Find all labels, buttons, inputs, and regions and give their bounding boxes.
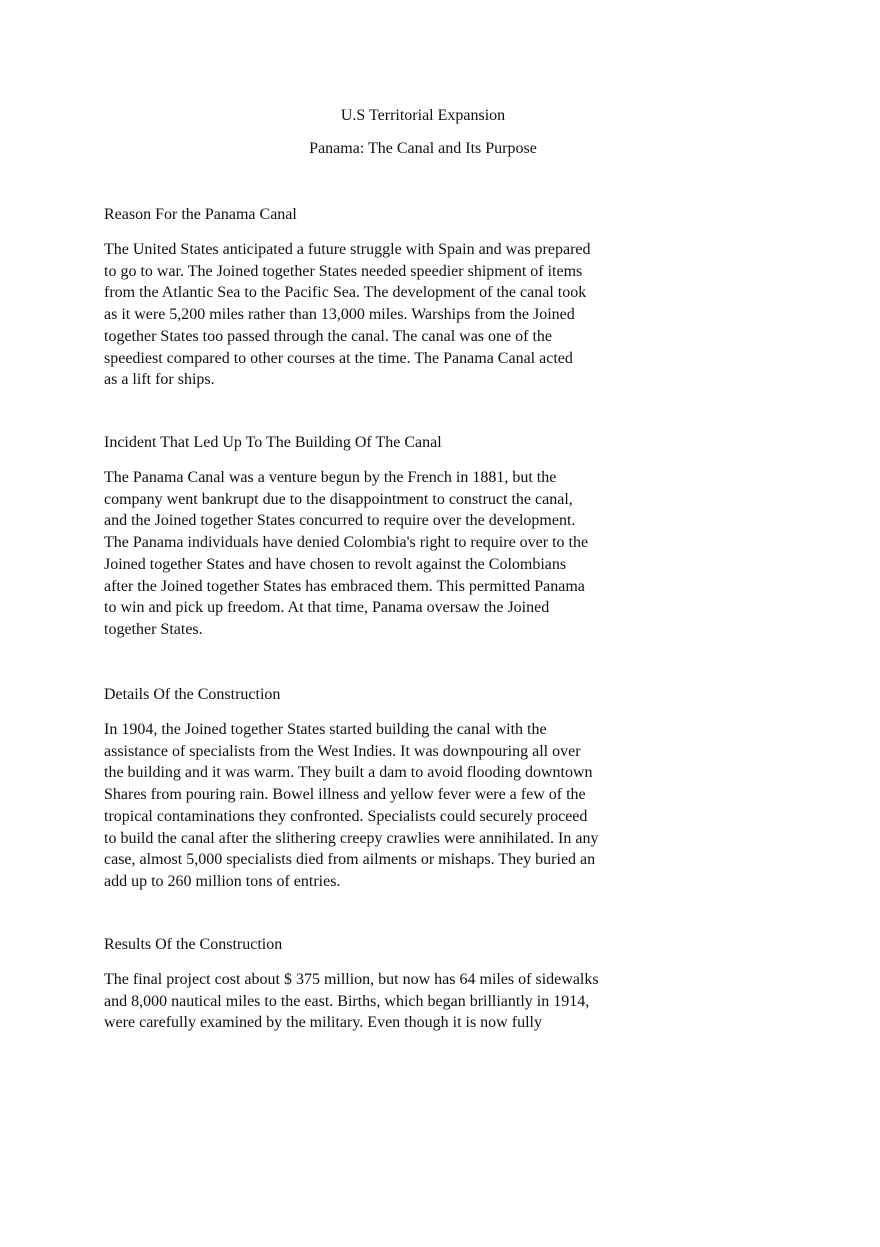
section-construction-details <box>104 685 664 893</box>
paragraph-line: The final project cost about $ 375 million, but now has 64 miles of sidewalks <box>104 971 599 988</box>
paragraph-line: In 1904, the Joined together States started building the canal with the <box>104 721 547 738</box>
paragraph-line: Joined together States and have chosen to revolt against the Colombians <box>104 555 567 573</box>
paragraph-line: speediest compared to other courses at the time. The Panama Canal acted <box>104 349 573 367</box>
section-heading: Reason For the Panama Canal <box>104 206 297 223</box>
document-subtitle: Panama: The Canal and Its Purpose <box>309 140 537 157</box>
paragraph-line: to go to war. The Joined together States needed speedier shipment of items <box>104 262 583 280</box>
section-paragraph <box>104 969 664 1034</box>
paragraph-line: Shares from pouring rain. Bowel illness and yellow fever were a few of the <box>104 786 586 804</box>
section-construction-results <box>104 935 664 1034</box>
section-reason <box>104 205 664 391</box>
section-heading: Results Of the Construction <box>104 936 283 953</box>
paragraph-line: tropical contaminations they confronted. Specialists could securely proceed <box>104 807 588 825</box>
paragraph-line: The Panama individuals have denied Colombia's right to require over to the <box>104 534 589 552</box>
paragraph-line: to build the canal after the slithering creepy crawlies were annihilated. In any <box>104 829 599 847</box>
paragraph-line: the building and it was warm. They built a dam to avoid flooding downtown <box>104 764 593 782</box>
paragraph-line: case, almost 5,000 specialists died from ailments or mishaps. They buried an <box>104 851 596 869</box>
paragraph-line: to win and pick up freedom. At that time, Panama oversaw the Joined <box>104 599 550 617</box>
paragraph-line: The United States anticipated a future struggle with Spain and was prepared <box>104 241 591 258</box>
paragraph-line: from the Atlantic Sea to the Pacific Sea. The development of the canal took <box>104 284 587 302</box>
paragraph-line: and 8,000 nautical miles to the east. Births, which began brilliantly in 1914, <box>104 992 590 1010</box>
paragraph-line: as a lift for ships. <box>104 371 215 389</box>
section-paragraph <box>104 719 664 893</box>
section-incident <box>104 433 664 641</box>
section-paragraph <box>104 239 664 391</box>
paragraph-line: company went bankrupt due to the disappointment to construct the canal, <box>104 490 573 508</box>
paragraph-line: The Panama Canal was a venture begun by the French in 1881, but the <box>104 469 557 486</box>
section-paragraph <box>104 467 664 641</box>
paragraph-line: were carefully examined by the military. Even though it is now fully <box>104 1014 542 1032</box>
paragraph-line: after the Joined together States has embraced them. This permitted Panama <box>104 577 585 595</box>
section-heading: Incident That Led Up To The Building Of The Canal <box>104 434 442 451</box>
document-title: U.S Territorial Expansion <box>340 107 506 124</box>
paragraph-line: as it were 5,200 miles rather than 13,000 miles. Warships from the Joined <box>104 306 575 324</box>
paragraph-line: and the Joined together States concurred to require over the development. <box>104 512 576 530</box>
section-heading: Details Of the Construction <box>104 686 281 703</box>
paragraph-line: assistance of specialists from the West Indies. It was downpouring all over <box>104 742 581 760</box>
paragraph-line: together States too passed through the canal. The canal was one of the <box>104 327 553 345</box>
paragraph-line: together States. <box>104 620 203 638</box>
paragraph-line: add up to 260 million tons of entries. <box>104 872 341 890</box>
